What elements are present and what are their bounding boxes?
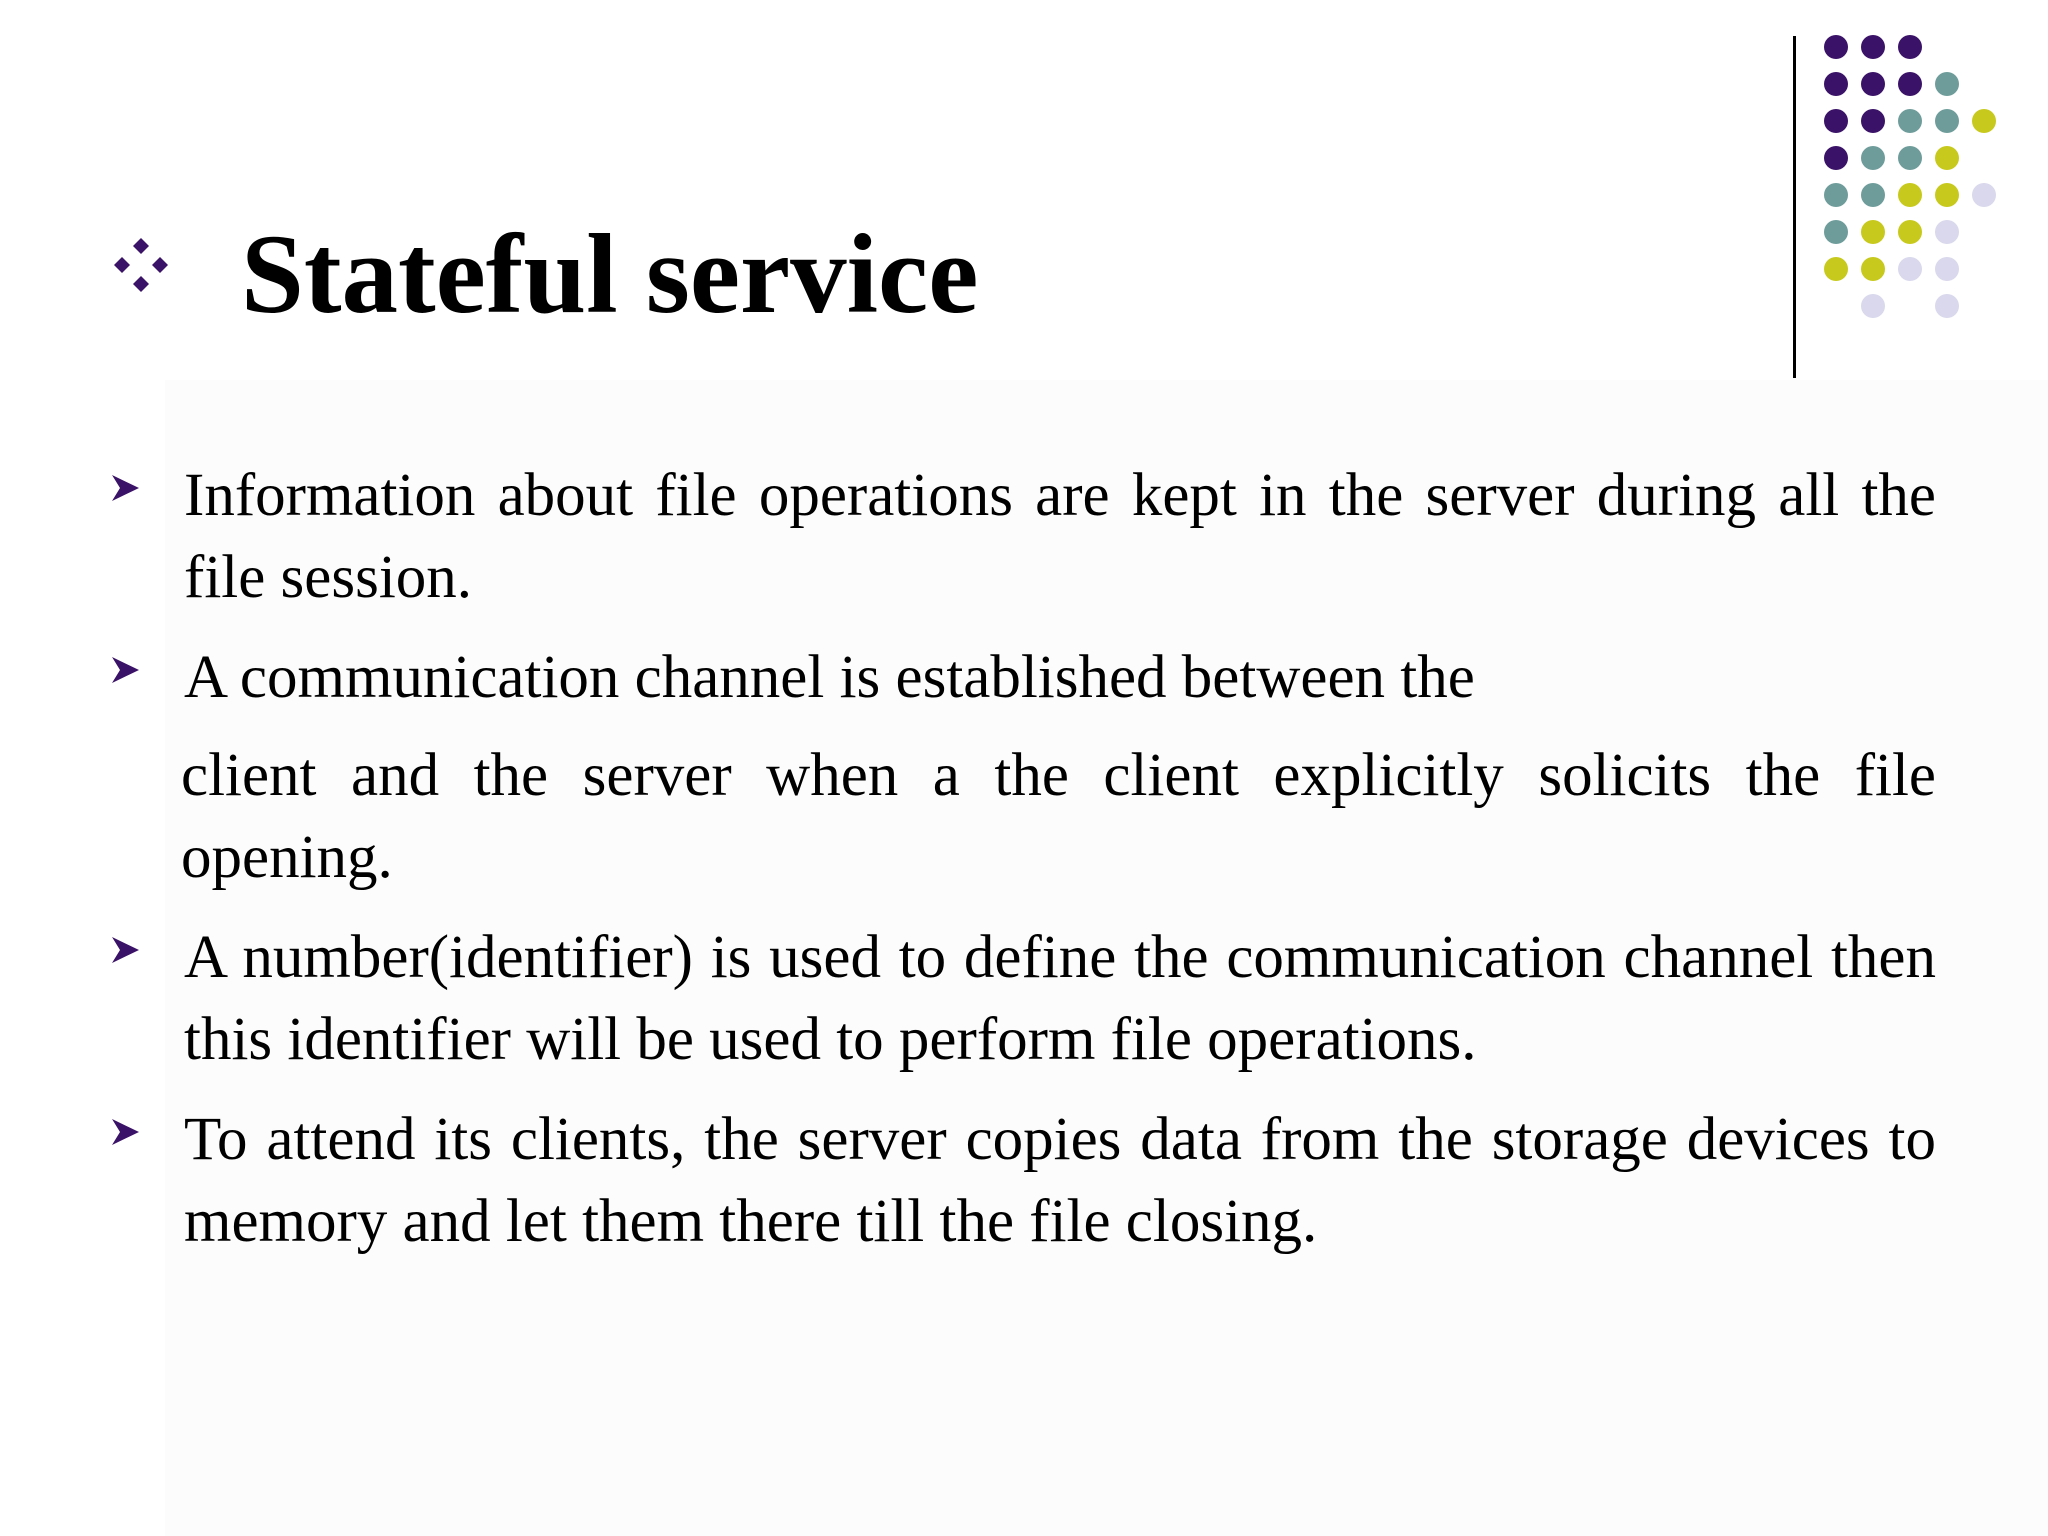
- chevron-right-arrow-icon: [108, 1115, 142, 1149]
- dot-r6-c3: [1898, 220, 1922, 244]
- decorative-dot-grid: [1820, 28, 2030, 333]
- dot-r5-c1: [1824, 183, 1848, 207]
- bullet-item-4: [106, 1099, 1936, 1263]
- bullet-text-3: A number(identifier) is used to define the communication channel then this identifier will be used to perform file operations.: [184, 924, 1936, 1073]
- dot-r7-c2: [1861, 257, 1885, 281]
- dot-r4-c4: [1935, 146, 1959, 170]
- dot-r7-c1: [1824, 257, 1848, 281]
- bullet-text-4: To attend its clients, the server copies data from the storage devices to memory and let them there till the file closing.: [184, 1106, 1936, 1255]
- dot-r6-c1: [1824, 220, 1848, 244]
- dot-r2-c4: [1935, 72, 1959, 96]
- dot-r5-c2: [1861, 183, 1885, 207]
- chevron-right-arrow-icon: [108, 933, 142, 967]
- bullet-list: [106, 455, 1936, 1263]
- dot-r3-c1: [1824, 109, 1848, 133]
- bullet-text-2-continuation: client and the server when a the client explicitly solicits the file opening.: [181, 742, 1936, 891]
- vertical-divider: [1793, 36, 1796, 378]
- bullet-item-1: [106, 455, 1936, 619]
- title-row: [108, 200, 979, 337]
- dot-r5-c3: [1898, 183, 1922, 207]
- dot-r8-c4: [1935, 294, 1959, 318]
- bullet-item-2: [106, 637, 1936, 899]
- dot-r7-c3: [1898, 257, 1922, 281]
- dot-r5-c4: [1935, 183, 1959, 207]
- dot-r1-c3: [1898, 35, 1922, 59]
- dot-r1-c2: [1861, 35, 1885, 59]
- chevron-right-arrow-icon: [108, 471, 142, 505]
- dot-r2-c3: [1898, 72, 1922, 96]
- chevron-right-arrow-icon: [108, 653, 142, 687]
- dot-r2-c1: [1824, 72, 1848, 96]
- dot-r5-c5: [1972, 183, 1996, 207]
- dot-r1-c1: [1824, 35, 1848, 59]
- dot-r4-c3: [1898, 146, 1922, 170]
- dot-r3-c2: [1861, 109, 1885, 133]
- dot-r4-c2: [1861, 146, 1885, 170]
- bullet-text-2: A communication channel is established between the: [184, 644, 1475, 711]
- dot-r7-c4: [1935, 257, 1959, 281]
- dot-r3-c4: [1935, 109, 1959, 133]
- page-title: Stateful service: [241, 212, 979, 337]
- dot-r6-c4: [1935, 220, 1959, 244]
- dot-r6-c2: [1861, 220, 1885, 244]
- bullet-item-3: [106, 917, 1936, 1081]
- dot-r3-c5: [1972, 109, 1996, 133]
- dot-r4-c1: [1824, 146, 1848, 170]
- dot-r3-c3: [1898, 109, 1922, 133]
- bullet-text-1: Information about file operations are kept in the server during all the file session.: [184, 462, 1936, 611]
- dot-r8-c2: [1861, 294, 1885, 318]
- four-diamond-bullet-icon: [108, 232, 174, 298]
- dot-r2-c2: [1861, 72, 1885, 96]
